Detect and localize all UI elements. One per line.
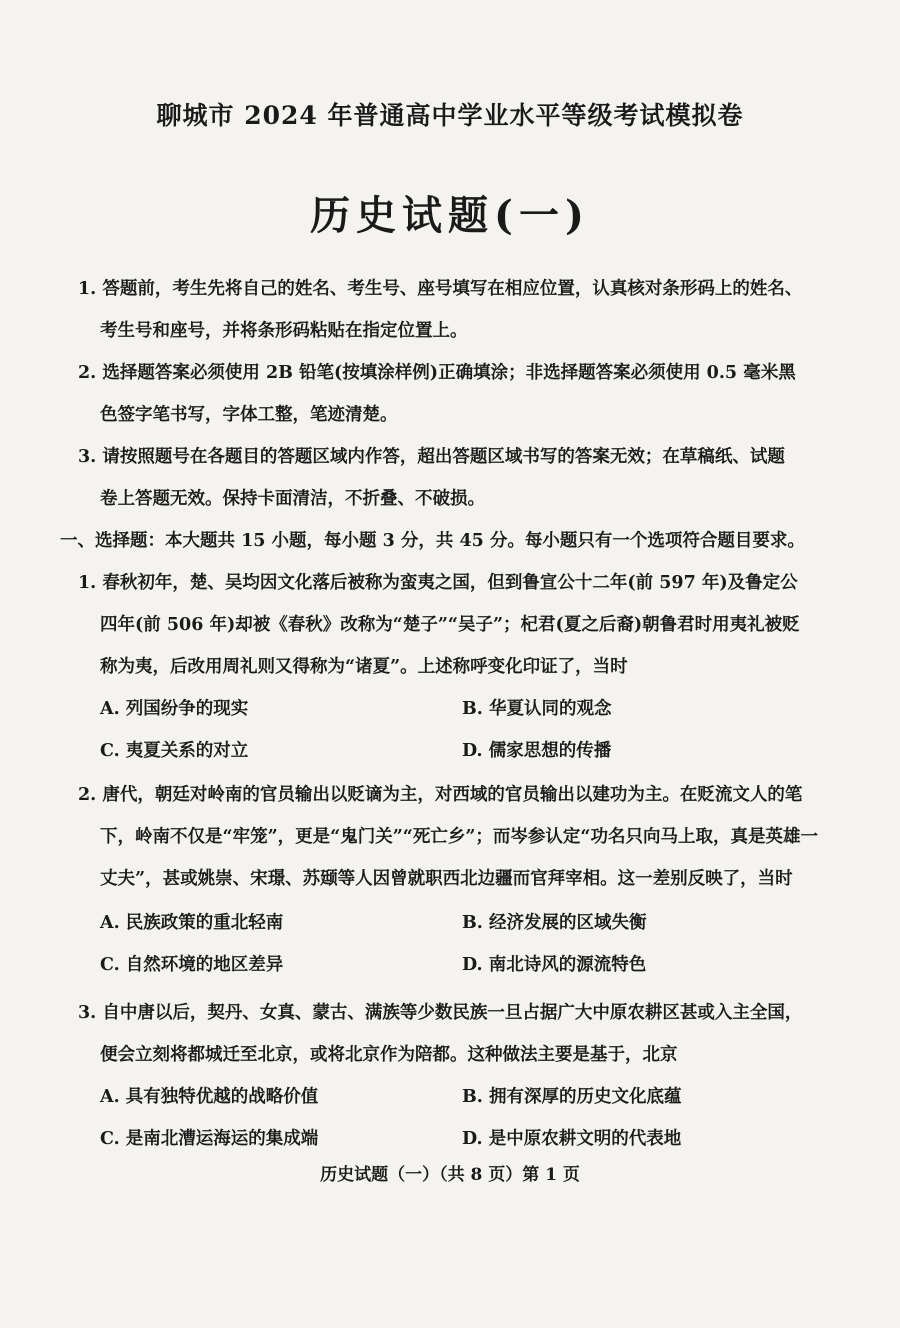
- question-2-options: [100, 902, 820, 986]
- instructions: [78, 268, 838, 520]
- option-d: D. 是中原农耕文明的代表地: [462, 1129, 682, 1149]
- question-stem-line: 便会立刻将都城迁至北京，或将北京作为陪都。这种做法主要是基于，北京: [100, 1045, 678, 1065]
- option-b: B. 经济发展的区域失衡: [462, 913, 647, 933]
- option-b: B. 华夏认同的观念: [462, 699, 612, 719]
- option-d: D. 南北诗风的源流特色: [462, 955, 647, 975]
- question-2: [78, 774, 838, 900]
- question-stem-line: 1. 春秋初年，楚、吴均因文化落后被称为蛮夷之国，但到鲁宣公十二年(前 597 年)及鲁定公: [78, 573, 798, 593]
- section-heading: [60, 520, 850, 562]
- option-c: C. 夷夏关系的对立: [100, 741, 249, 761]
- exam-title: 聊城市 2024 年普通高中学业水平等级考试模拟卷: [156, 101, 744, 130]
- page-footer: 历史试题（一）（共 8 页）第 1 页: [320, 1165, 580, 1185]
- instruction-line: 色签字笔书写，字体工整，笔迹清楚。: [100, 405, 398, 425]
- option-a: A. 列国纷争的现实: [100, 699, 249, 719]
- question-stem-line: 3. 自中唐以后，契丹、女真、蒙古、满族等少数民族一旦占据广大中原农耕区甚或入主全国，: [78, 1003, 803, 1023]
- instruction-line: 1. 答题前，考生先将自己的姓名、考生号、座号填写在相应位置，认真核对条形码上的姓名、: [78, 279, 803, 299]
- subject-title: 历史试题(一): [310, 192, 590, 239]
- question-stem-line: 四年(前 506 年)却被《春秋》改称为“楚子”“吴子”；杞君(夏之后裔)朝鲁君时用夷礼被贬: [100, 615, 800, 635]
- question-3: [78, 992, 838, 1076]
- section-heading-text: 一、选择题：本大题共 15 小题，每小题 3 分，共 45 分。每小题只有一个选项符合题目要求。: [60, 531, 805, 551]
- option-a: A. 民族政策的重北轻南: [100, 913, 284, 933]
- option-b: B. 拥有深厚的历史文化底蕴: [462, 1087, 682, 1107]
- instruction-line: 2. 选择题答案必须使用 2B 铅笔(按填涂样例)正确填涂；非选择题答案必须使用 0.5 毫米黑: [78, 363, 796, 383]
- question-stem-line: 丈夫”，甚或姚崇、宋璟、苏颋等人因曾就职西北边疆而官拜宰相。这一差别反映了，当时: [100, 869, 793, 889]
- option-a: A. 具有独特优越的战略价值: [100, 1087, 319, 1107]
- question-3-options: [100, 1076, 820, 1160]
- question-1: [78, 562, 838, 688]
- instruction-line: 卷上答题无效。保持卡面清洁，不折叠、不破损。: [100, 489, 485, 509]
- question-stem-line: 2. 唐代，朝廷对岭南的官员输出以贬谪为主，对西域的官员输出以建功为主。在贬流文人的笔: [78, 785, 803, 805]
- instruction-line: 考生号和座号，并将条形码粘贴在指定位置上。: [100, 321, 468, 341]
- instruction-line: 3. 请按照题号在各题目的答题区域内作答，超出答题区域书写的答案无效；在草稿纸、试题: [78, 447, 785, 467]
- question-stem-line: 称为夷，后改用周礼则又得称为“诸夏”。上述称呼变化印证了，当时: [100, 657, 628, 677]
- option-c: C. 是南北漕运海运的集成端: [100, 1129, 319, 1149]
- option-c: C. 自然环境的地区差异: [100, 955, 284, 975]
- option-d: D. 儒家思想的传播: [462, 741, 612, 761]
- question-1-options: [100, 688, 820, 772]
- question-stem-line: 下，岭南不仅是“牢笼”，更是“鬼门关”“死亡乡”；而岑参认定“功名只向马上取，真是英雄一: [100, 827, 818, 847]
